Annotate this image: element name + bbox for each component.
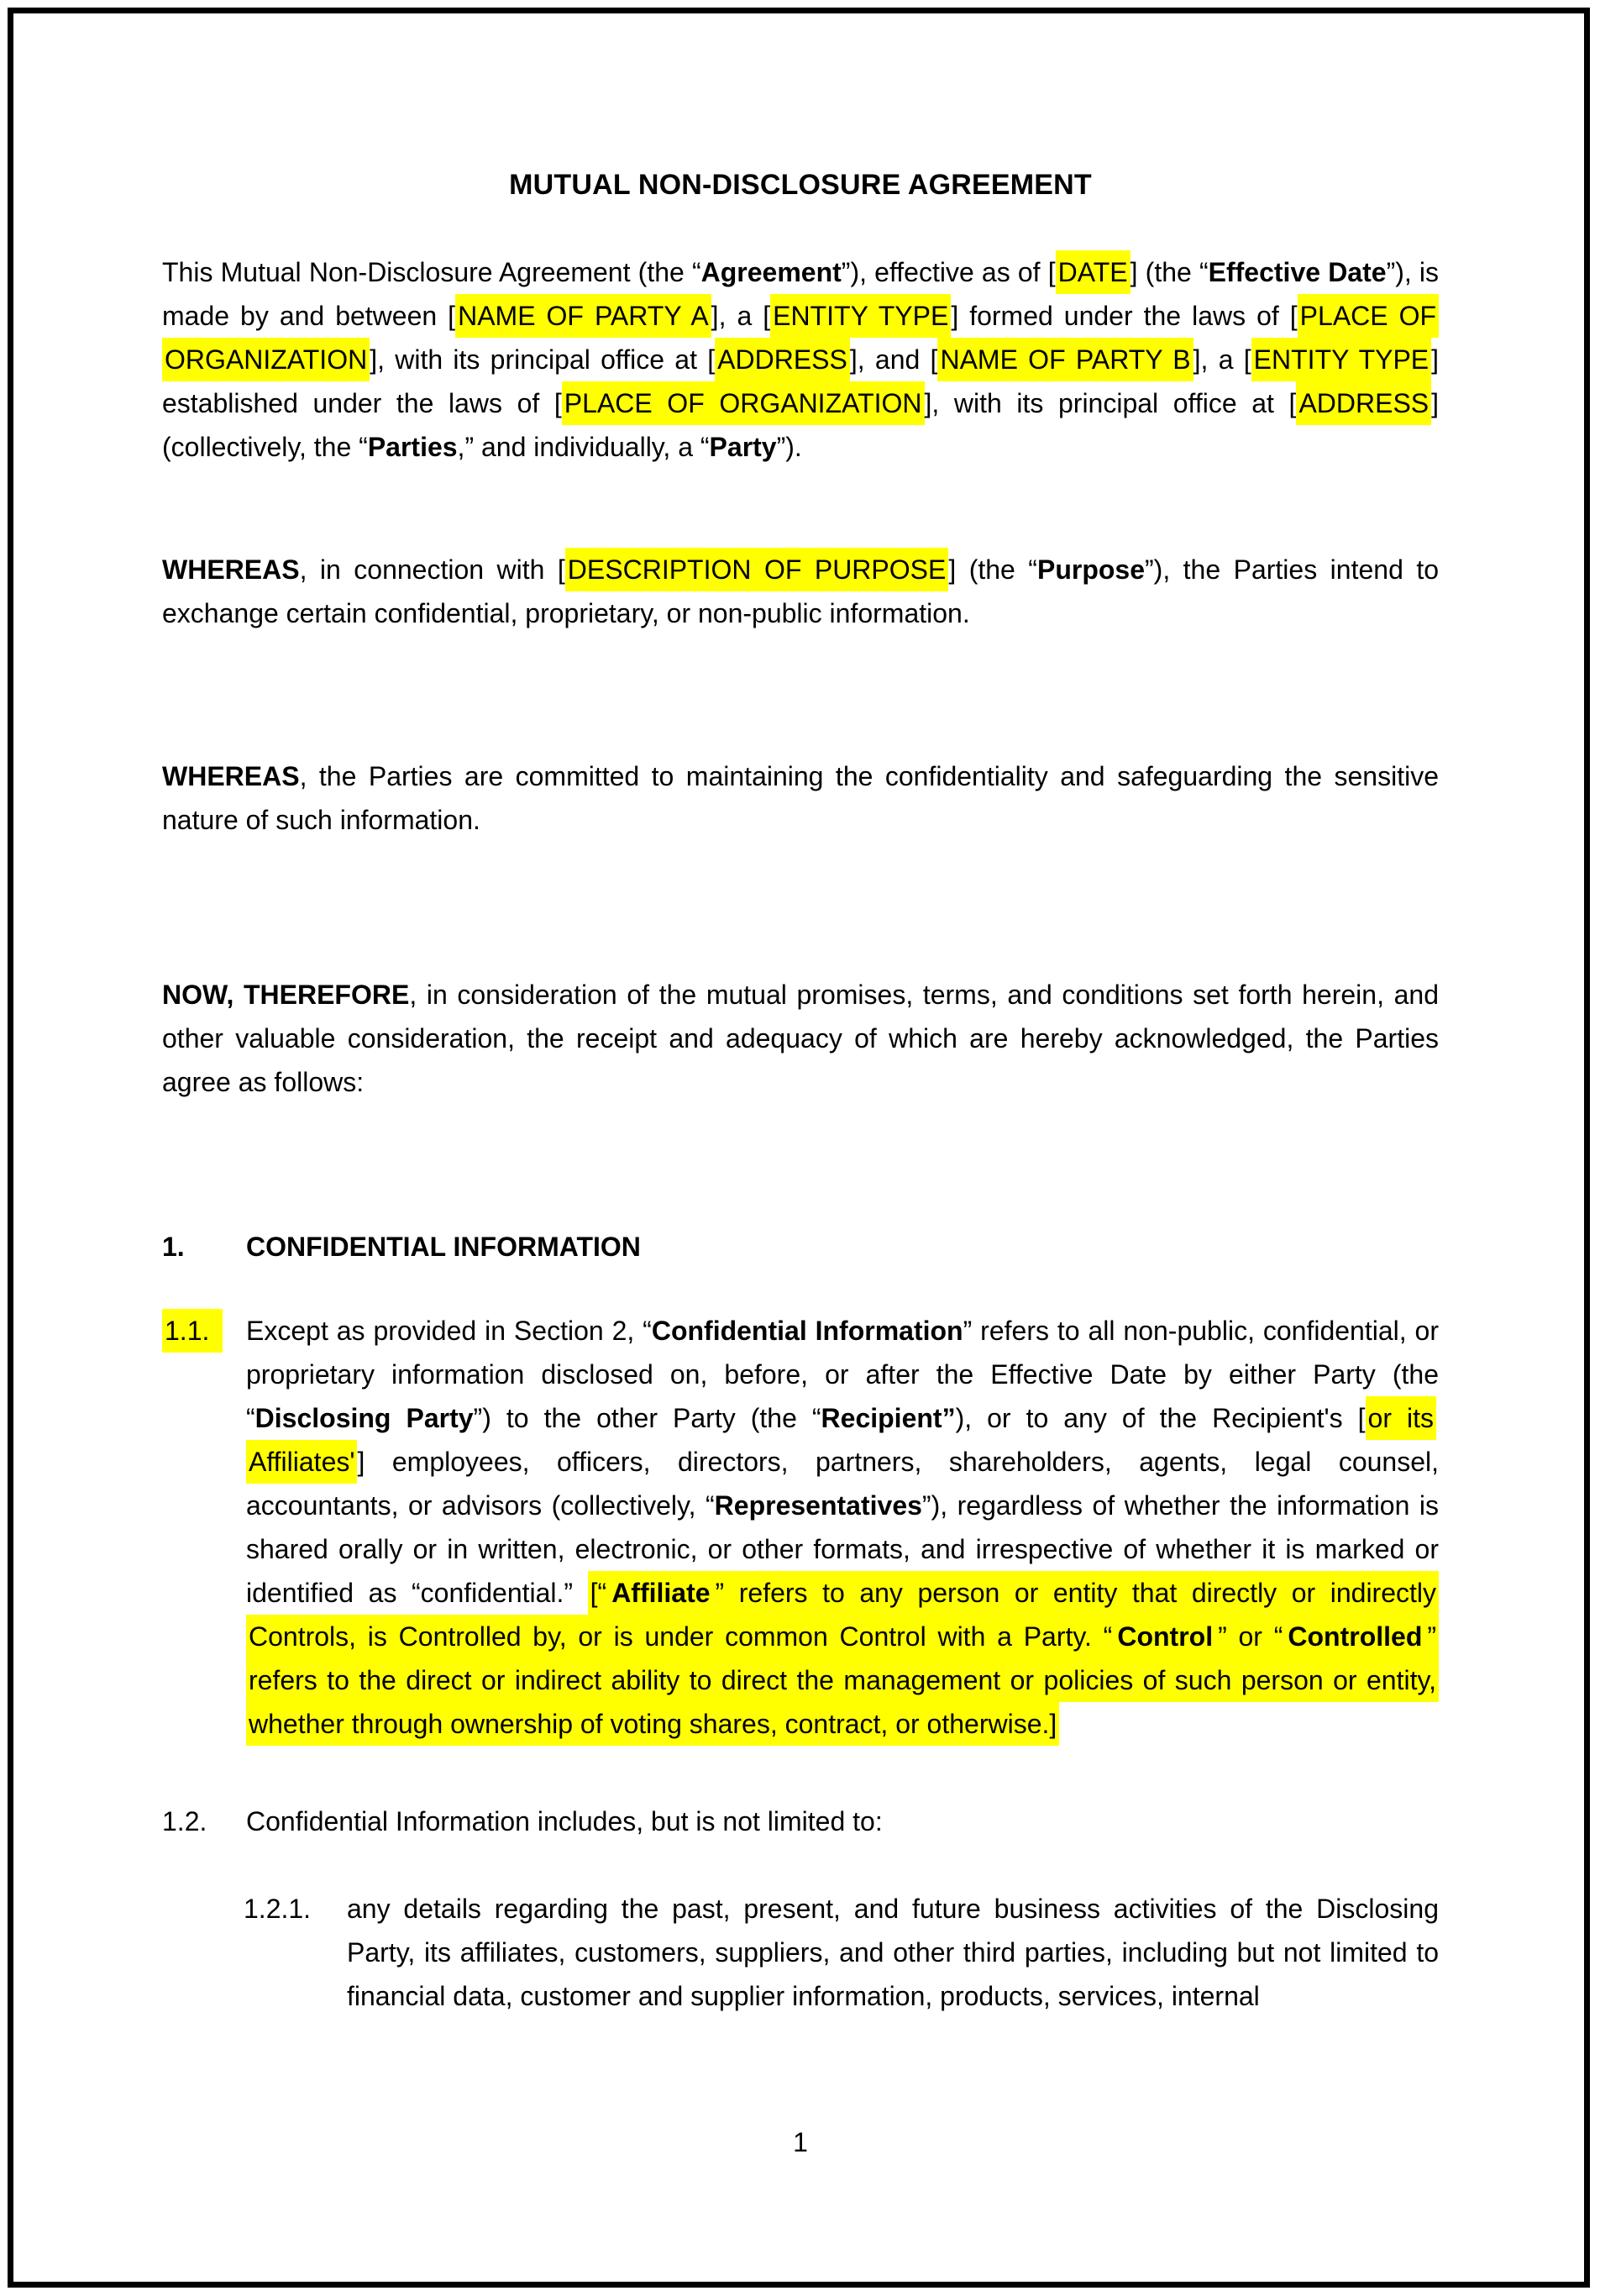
- text-segment: ], with its principal office at [: [924, 388, 1297, 418]
- highlighted-text: Control: [1115, 1615, 1215, 1658]
- text-segment: ), or to any of the Recipient's [: [955, 1403, 1366, 1433]
- text-segment: ] employees, officers, directors, partners, shareholders, agents, legal counsel, accountants, or advisors (collectively, “: [246, 1447, 1439, 1521]
- highlighted-text: PLACE OF ORGANIZATION: [562, 381, 925, 425]
- highlighted-text: DESCRIPTION OF PURPOSE: [565, 548, 949, 591]
- item-number: 1.: [162, 1232, 185, 1262]
- text-segment: ] (the “: [1130, 257, 1209, 287]
- highlighted-text: ADDRESS: [1296, 381, 1431, 425]
- text-segment: Purpose: [1036, 554, 1145, 585]
- text-segment: ”), the Parties intend to exchange certain confidential, proprietary, or non-public information.: [162, 554, 1440, 628]
- paragraph-text: [162, 754, 1439, 842]
- text-segment: , in consideration of the mutual promises, terms, and conditions set forth herein, and other valuable consideration, the receipt and adequacy of which are hereby acknowledged, the Parties agree as follows:: [162, 980, 1440, 1097]
- highlighted-text: Controlled: [1285, 1615, 1424, 1658]
- text-segment: ”), regardless of whether the information is shared orally or in written, electronic, or other formats, and irrespective of whether it is marked or identified as “confidential.”: [246, 1490, 1440, 1608]
- numbered-item: [162, 1225, 1439, 1269]
- text-segment: ] (collectively, the “: [162, 388, 1440, 462]
- text-segment: NOW, THEREFORE: [162, 980, 410, 1010]
- highlighted-text: or its Affiliates': [246, 1396, 1436, 1484]
- document-page: [162, 0, 1439, 2164]
- item-number: 1.2.1.: [244, 1894, 312, 1924]
- paragraph: [162, 973, 1439, 1104]
- text-segment: any details regarding the past, present, and future business activities of the Disclosing Party, its affiliates, customers, suppliers, and other third parties, including but not limited to financial data, customer and supplier information, products, services, internal: [347, 1894, 1439, 2011]
- text-segment: ], a [: [1193, 344, 1251, 375]
- text-segment: ”), is made by and between [: [162, 257, 1440, 331]
- text-segment: Parties: [367, 432, 458, 462]
- numbered-item: [162, 1799, 1439, 1843]
- highlighted-text: ” or “: [1215, 1615, 1285, 1658]
- item-number: 1.2.: [162, 1806, 207, 1836]
- text-segment: This Mutual Non-Disclosure Agreement (the “: [162, 257, 701, 287]
- item-number: [162, 1309, 246, 1746]
- text-segment: ] (the “: [948, 554, 1037, 585]
- page-number: 1: [793, 2127, 808, 2157]
- paragraph: [162, 754, 1439, 842]
- highlighted-text: ” refers to the direct or indirect ability to direct the management or policies of such person or entity, whether through ownership of voting shares, contract, or otherwise.]: [246, 1615, 1439, 1746]
- paragraph-text: [162, 973, 1439, 1104]
- numbered-item: [162, 1309, 1439, 1746]
- paragraph: [162, 548, 1439, 635]
- text-segment: WHEREAS: [162, 554, 300, 585]
- text-segment: ” refers to all non-public, confidential, or proprietary information disclosed on, before, or after the Effective Date by either Party (the “: [246, 1316, 1440, 1433]
- paragraph: [162, 250, 1439, 469]
- highlighted-text: PLACE OF ORGANIZATION: [162, 294, 1439, 381]
- text-segment: , in connection with [: [299, 554, 565, 585]
- section-heading: [246, 1225, 1439, 1269]
- text-segment: CONFIDENTIAL INFORMATION: [246, 1232, 641, 1262]
- highlighted-text: Affiliate: [609, 1571, 712, 1615]
- text-segment: ,” and individually, a “: [457, 432, 710, 462]
- text-segment: WHEREAS: [162, 761, 300, 791]
- text-segment: Recipient”: [821, 1403, 956, 1433]
- paragraph-text: [162, 250, 1439, 469]
- text-segment: ], with its principal office at [: [370, 344, 716, 375]
- paragraph-text: [347, 1887, 1439, 2018]
- text-segment: Confidential Information: [651, 1316, 963, 1346]
- highlighted-text: [“: [588, 1571, 610, 1615]
- highlighted-text: ENTITY TYPE: [1251, 338, 1431, 381]
- highlighted-text: ADDRESS: [715, 338, 850, 381]
- text-segment: Disclosing Party: [254, 1403, 474, 1433]
- text-segment: ] formed under the laws of [: [951, 301, 1298, 331]
- text-segment: ], a [: [711, 301, 771, 331]
- text-segment: Representatives: [714, 1490, 922, 1521]
- text-segment: ”), effective as of [: [841, 257, 1056, 287]
- text-segment: Effective Date: [1208, 257, 1387, 287]
- paragraph-text: [162, 548, 1439, 635]
- highlighted-text: NAME OF PARTY B: [937, 338, 1193, 381]
- text-segment: ”).: [776, 432, 802, 462]
- document-title: MUTUAL NON-DISCLOSURE AGREEMENT: [509, 169, 1092, 201]
- text-segment: Party: [709, 432, 777, 462]
- text-segment: Except as provided in Section 2, “: [246, 1316, 652, 1346]
- numbered-item: [244, 1887, 1439, 2018]
- paragraph-text: [246, 1309, 1439, 1746]
- document-body: [162, 250, 1439, 2018]
- text-segment: , the Parties are committed to maintaining the confidentiality and safeguarding the sensitive nature of such information.: [162, 761, 1439, 835]
- highlighted-text: NAME OF PARTY A: [455, 294, 711, 338]
- text-segment: ”) to the other Party (the “: [473, 1403, 821, 1433]
- highlighted-item-number: 1.1.: [162, 1309, 223, 1353]
- highlighted-text: DATE: [1056, 250, 1130, 294]
- text-segment: Confidential Information includes, but is not limited to:: [246, 1806, 883, 1836]
- highlighted-text: ” refers to any person or entity that directly or indirectly Controls, is Controlled by, or is under common Control with a Party. “: [246, 1571, 1439, 1658]
- text-segment: ] established under the laws of [: [162, 344, 1440, 418]
- paragraph-text: [246, 1799, 1439, 1843]
- highlighted-text: ENTITY TYPE: [770, 294, 951, 338]
- text-segment: Agreement: [700, 257, 842, 287]
- text-segment: ], and [: [849, 344, 938, 375]
